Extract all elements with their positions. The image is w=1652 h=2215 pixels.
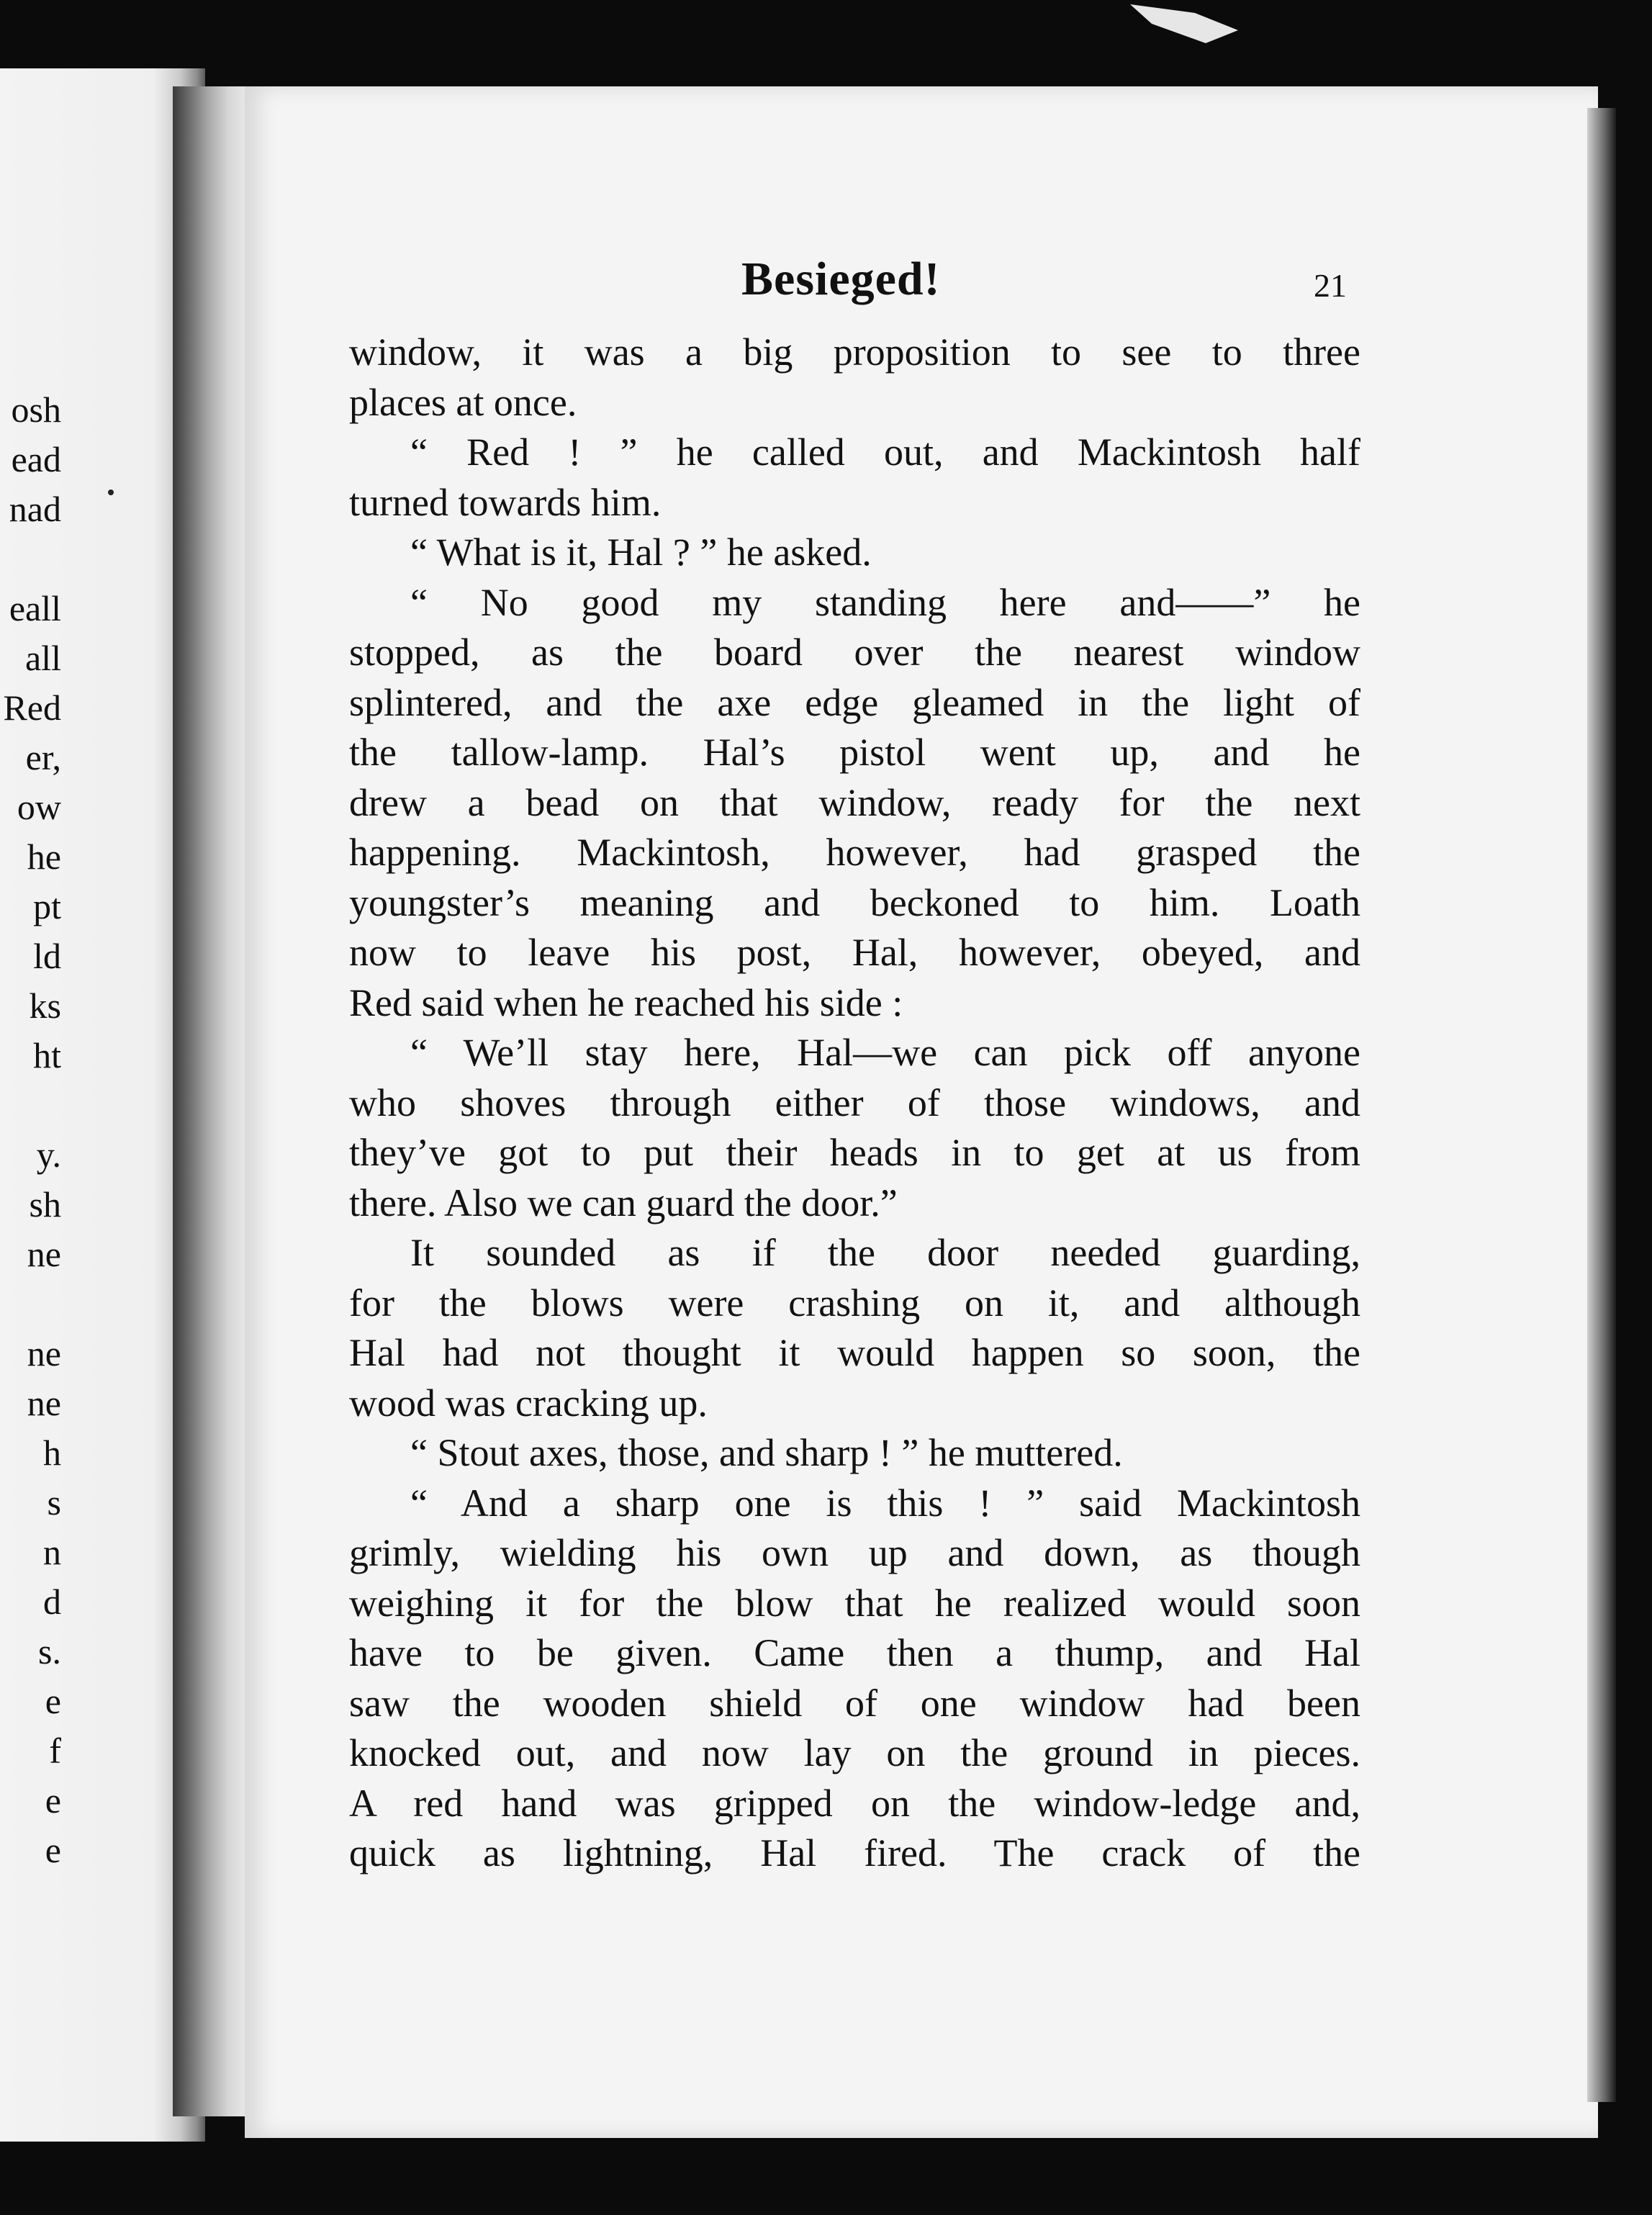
text-line: It sounded as if the door needed guarding, (410, 1231, 1360, 1274)
torn-paper-scrap (1130, 0, 1238, 43)
previous-page-fragment: he (27, 836, 61, 877)
text-line: have to be given. Came then a thump, and Hal (349, 1631, 1360, 1674)
text-line: knocked out, and now lay on the ground in pieces. (349, 1731, 1360, 1774)
book-gutter (173, 86, 252, 2116)
text-line: “ Red ! ” he called out, and Mackintosh half (410, 430, 1360, 474)
previous-page-fragment: ks (29, 985, 61, 1026)
ink-speck (108, 490, 114, 495)
previous-page-fragment: e (45, 1780, 61, 1821)
previous-page-fragment: d (43, 1582, 61, 1622)
previous-page-fragment: Red (3, 687, 61, 728)
previous-page-fragment: ow (17, 787, 61, 827)
page-number: 21 (1314, 267, 1347, 304)
text-line: for the blows were crashing on it, and although (349, 1281, 1360, 1325)
previous-page-fragment: s. (38, 1631, 61, 1672)
previous-page-fragment: ne (27, 1234, 61, 1274)
text-line: stopped, as the board over the nearest window (349, 631, 1360, 674)
previous-page-fragment: ne (27, 1333, 61, 1373)
text-line: Hal had not thought it would happen so soon, the (349, 1331, 1360, 1374)
previous-page-fragment: ht (33, 1035, 61, 1075)
previous-page-fragment: s (47, 1482, 61, 1522)
page-edge-shadow (1587, 108, 1616, 2102)
text-line: grimly, wielding his own up and down, as though (349, 1531, 1360, 1574)
previous-page-fragment: eall (9, 588, 61, 628)
text-line: places at once. (349, 380, 577, 424)
previous-page-fragment: ne (27, 1383, 61, 1423)
text-line: saw the wooden shield of one window had been (349, 1681, 1360, 1725)
text-line: A red hand was gripped on the window-ledge and, (349, 1781, 1360, 1825)
previous-page-fragment: f (49, 1731, 61, 1771)
previous-page-fragment: e (45, 1830, 61, 1870)
previous-page-line-endings (0, 385, 61, 1875)
previous-page-fragment: pt (33, 886, 61, 926)
previous-page-fragment: y. (36, 1134, 61, 1175)
text-line: “ Stout axes, those, and sharp ! ” he muttered. (410, 1431, 1123, 1474)
previous-page-fragment: er, (25, 737, 61, 777)
text-line: window, it was a big proposition to see to three (349, 330, 1360, 374)
text-line: “ No good my standing here and——” he (410, 580, 1360, 624)
text-line: Red said when he reached his side : (349, 980, 903, 1024)
book-page (245, 86, 1598, 2138)
previous-page-fragment: osh (11, 389, 61, 430)
text-line: splintered, and the axe edge gleamed in the light of (349, 680, 1360, 724)
text-line: youngster’s meaning and beckoned to him. Loath (349, 880, 1360, 924)
previous-page-fragment: ead (11, 439, 61, 479)
text-line: there. Also we can guard the door.” (349, 1181, 898, 1224)
previous-page-fragment: all (25, 638, 61, 678)
text-line: quick as lightning, Hal fired. The crack of the (349, 1831, 1360, 1875)
text-line: weighing it for the blow that he realized would soon (349, 1581, 1360, 1625)
text-line: turned towards him. (349, 480, 662, 524)
text-line: “ What is it, Hal ? ” he asked. (410, 531, 872, 574)
previous-page-fragment: e (45, 1681, 61, 1721)
running-head (245, 245, 1598, 324)
text-line: now to leave his post, Hal, however, obeyed, and (349, 931, 1360, 974)
text-line: drew a bead on that window, ready for the next (349, 780, 1360, 824)
previous-page-fragment: ld (33, 936, 61, 976)
running-title: Besieged! (741, 253, 941, 305)
previous-page-fragment: h (43, 1433, 61, 1473)
body-text (349, 328, 1360, 1879)
text-line: they’ve got to put their heads in to get at us from (349, 1131, 1360, 1174)
text-line: “ And a sharp one is this ! ” said Mackintosh (410, 1481, 1360, 1525)
text-line: wood was cracking up. (349, 1381, 708, 1425)
previous-page-fragment: n (43, 1532, 61, 1572)
text-line: the tallow-lamp. Hal’s pistol went up, and he (349, 731, 1360, 774)
previous-page-fragment: nad (9, 489, 61, 529)
text-line: “ We’ll stay here, Hal—we can pick off anyone (410, 1031, 1360, 1074)
text-line: who shoves through either of those windows, and (349, 1081, 1360, 1124)
previous-page-fragment: sh (29, 1184, 61, 1224)
text-line: happening. Mackintosh, however, had grasped the (349, 831, 1360, 874)
